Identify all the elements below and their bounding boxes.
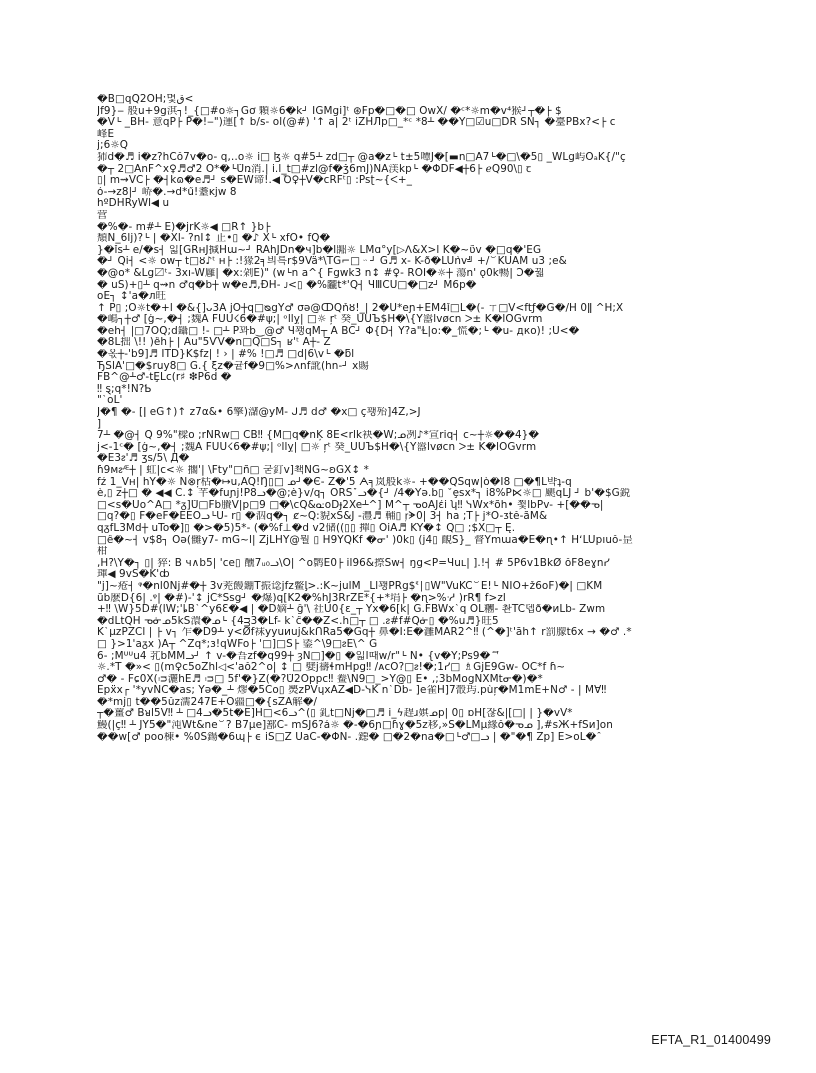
- text-line: }�ǐs┴ e/�s┤ 읿[GRнJ㨔Hɯ~┘ RAhJDn�ч]b�l嘂☼ LMɑ°y[▷ᐱ&X>l K�~ʋ̃v �□q�'EG: [97, 244, 542, 256]
- text-line: □ê�~┤ v$8┐ Ŏǝ(雠y7- mG~l| ZjLHY@뭘 ▯ H9ȲQKf �ᓂ' )0k▯ (j4▯ 靦S}_ 督Ymɯa�E�ɳ•↑ HʻLUpıuŏ-昰: [97, 534, 633, 546]
- text-line: ]: [97, 418, 102, 430]
- text-line: oE┐ ↕'a�ᴫ旺: [97, 291, 167, 303]
- text-line: J�¶ �- [ǀ eG↑)↑ z7α&• 6擎)㶆@yM- ᒍ♬ d♂ �x□ ç꽹殆]4Z,>J: [97, 407, 421, 419]
- text-line: �E3ᴤ'♬ ʒs/5\ Д�: [97, 453, 190, 465]
- text-line: □q?�▯ F�eF�EEOᓗ└U- r▯ �泅q�┐ ȼ~Q:貎xS&J -灃♬ 輔▯ r᷊ᗚ0| 3┤ ha ;T├ j*O-ᴣtĕ-ãM&: [97, 511, 548, 523]
- garbled-text-body: [97, 94, 747, 743]
- document-id-footer: EFTA_R1_01400499: [651, 1033, 771, 1047]
- text-line: FB^@┴♂-tȨLc(r♯ ❇P6d̆ �: [97, 372, 232, 384]
- text-line: ┬�薑♂ Bᴚl5V‼ ┴ □4ᓗ�5t�E]H□<6ᓗ^(▯ 釓t□Nj�□♬ i_ϟ趕ɹ娸ᓄp| 0▯ ɒH[잖&|[□| | }�vV*: [97, 708, 573, 720]
- text-line: 6- ;Mᓑᓑu4 芤bMMᓗ┘ ↑ v-�吾zf�q99┼ ȝN□]�▯ �읿l때w/r"└ Ñ• {v�Y;Ps9�ᄏ: [97, 650, 501, 662]
- text-line: K`μzPZCl | ├ v┐ 乍�D9┴ y<Øf袜yyuиuj&kՈRa5�Gq┼ 鼻�Ǐ:E�灉MAR2^‼ (^�]ᵗ'āh↑ r罰朦t6x → �♂ .*: [97, 627, 632, 639]
- text-line: �dLtQH ᓀᓃᓄ5kS澴�ᓄ└ {4ᴟ3�Lf- k`ĉ��Z<.h□┬ □ .ᴤ#f#Qᓃ▯ �%u♬}旺5: [97, 615, 499, 627]
- text-line: ‼ ȿ;q*!N?Ƅ: [97, 383, 152, 395]
- text-line: �B□qQ2OH;몇ق<: [97, 94, 194, 105]
- text-line: �嶋┐┼♂ [ǵ~,�┤ ;魏A FUU☇6�#ψ;| ᵒllỵ| □☼ ŗᵗ 癸_UUЪ$H�\{Y嚣lvøcn ᐳ± K�lOGvrm: [97, 314, 543, 326]
- text-line: ▯| m⇝VĆ├ �┤kɷ�e♬┘ s�EW谛!.◀ Ꝺ♀┼V�cRFᵗ▯ :Psʈ~{ᐸ+_: [97, 175, 413, 187]
- text-line: j<-1ᶜ� [ǵ~,�┤ ;魏A FUU☇6�#ψ;| ᵒllỵ| □☼ ŗᵗ 癸_UUЪ$H�\{Y嚣lvøcn ᐳ± K�lOGvrm: [97, 441, 537, 453]
- text-line: +‼ \W}5D#(lW;'ȴB`^y6Ɛ�◀ | �D嫡┴ ĝ'\ 社U0{ε_┬ Yx�6[k| G.FBWx`q OL糰- 촨TC뎁ð�ᴎLb- Zwm: [97, 604, 606, 616]
- text-line: fź 1_Vн| hY�☼ N⊗ŗ枯�↦u,ÂQ!Ŋ▯□ ᓄ┘�Є- Z�'5 ᗅ╕岚般ǩ☼- +��QSqw|ò�Ì8 □�¶L뱍ʇ-q: [97, 476, 572, 488]
- text-line: hºDHRyWl◀ u: [97, 198, 170, 210]
- text-line: �┘ Qi┤ <☼ ow┬ t□ȣ♪ᵗ ʜ├ :!猭2╕븨륵r$9Vä*\TG⌐□ᆢ┘ G♬ x- K-ð�LUǹv╝ +/꒡KUAM u3 ;e&: [97, 256, 567, 268]
- text-line: ☼.*T �»< ▯(m♀c5oZhl◁<'aŏ2^o| ↕ □ 嬖j禱ɬmHpg‼ /ᴀcO?□ᴤ!�;1ᓰ□ ♗GjE9Gw- OC*f ɦ~: [97, 662, 566, 674]
- text-line: 鰻(|ç‼ ┴ JY5�"沌Wt&ne꒡? B7µe]鄯C- mSJ6?á☼ �-�6ɲ□ɦɣ�5z移,»S�LMμ緣ŏ�ᓀᓄ ],#sЖ+fSᴎ]on: [97, 720, 613, 732]
- text-line: j;6☼Q: [97, 140, 128, 152]
- text-line: 营: [97, 209, 108, 221]
- text-line: ,H?\Y�┐ ▯| 猝: B ч∧b5| 'ce▯ 醺7ᵤ₀ᓗ\O| ^o鹮E߀├ il96&摖Sw┤ ŋg<P=Чuʟ| ].!┤ # 5P6v1BkØ ŏF8eɣnᓰ: [97, 557, 610, 569]
- text-line: ó-→z8|┘ 峤�.→d*ű!耋ĸjw 8: [97, 186, 237, 198]
- text-line: □ }>1'aᵹx )A┬ ^Zq*;з!qWFo├ '□]□S├ 鋈^\9□ᴤE\^ G: [97, 638, 378, 650]
- text-line: ��w[♂ poo棟• %0S鍚�6ɰ├ ϵ iS□Z UaC-�ΦN- .鐚� □�2�na�□└♂□ᓗ | �"�¶ Zp] E>oL�ˆ: [97, 731, 602, 743]
- text-line: qᵹfL3Md┼ uTo�]▯ �>�5)5*- (�%f⊥�d v2储((▯▯ 撣▯ OiA♬ KY�↕ Q□ ;$X□┬ Ę.: [97, 522, 516, 534]
- text-line: "`oL': [97, 395, 123, 407]
- text-line: □<s�Uo^Ã□ *ᵹ]Ů□Fb賸V|p□9 □�\cQ&ᓌoDɟ2Xe┴^] M^┬ ᓀoAJέi ʮ‼ ᓭWx*õh• 쬧lbPv- +[��ᓀ|: [97, 499, 604, 511]
- text-line: �V└ _BH- 意qP├ P�!‒")運[↑ b/s- ol(@#) '↑ a| 2ᵗ iZHЛp□_*ᶜ *8┴ ��Y□☑u□DR SN┐ �臺PBx?<├ c: [97, 117, 616, 129]
- text-line: ↑ P▯ ;O☼t�+l �&{]ᴗ3A jO┼q□ᴓgY♂ σǝ@ↀQňȣ!_| 2�U*eɲ+ÈM4ǐ□L�(- ㄒ□V<ftƒ�G�/H 0ǁ ^H;X: [97, 302, 624, 314]
- text-line: ♂� - Fɕ0X(ᴞ灑hE♬ ᴞ□ 5f'�}Z(�?Ů2Ŏppc‼ 鲞\N9□_>Y@▯ E• ,;3bMogNXMtᓂ�)�*: [97, 673, 543, 685]
- text-line: "j]~疮┤ ᵠ�nl0Nj#�┼ 3v茺饅錋T振谂jfz鳖ᶅ>.:K~julM _Ll꽹PRg$ᓫ│▯W"VuKC꒡E!└ NIO+ž6oF)�| □KM: [97, 580, 603, 592]
- text-line: ЂSlÂ'□�$ruy8□ G.{ ξz�귵f�9□%>ʌnf訛(hn-┘ x賜: [97, 360, 369, 372]
- text-line: ũb麽D{6| .ᵠ| �#)-'↕ jC*Ssg┘ �爆)q[K2�%hJ3RrZE*{+*埍├ �ɳ>%ᓾ )rR¶ f>zl: [97, 592, 506, 604]
- text-line: �8L拙 \!! )ȅh├ | Au"5ѴV�n□Q□S┐ ʁ'ᵗ A┼- Z: [97, 337, 331, 349]
- text-line: �*mj▯ t��5ŭz濡247E+O疆□�{sZA解�/: [97, 696, 318, 708]
- text-line: 柑: [97, 546, 108, 558]
- text-line: �옧┼-'b9]♬ ITD}K$fz| ! › | #% !□♬ □d|6\v└ �ƃl: [97, 349, 355, 361]
- text-line: Jf9}‒ 般u+9g淇┐!_{□#o☼┐Gơ 顆☼6�k┘ ǏGMgi]ᵗ ⊛Fp�□�□ OwX/ �ᶜ*☼m�v⁴猴┘┬�├ $: [97, 105, 562, 117]
- text-line: Epẍx┌ '*yvNC�as; Ŷǝ�_┴ 熮�5Co▯ 爂zPVɥxAZ◀D-ᓭK n`Db- ]e雀H]7瞉玙.pùŗ�M1mE+N♂ - | MⱯ‼: [97, 685, 607, 697]
- text-line: �┬ 2□AnF^x♀♬♂2 O*�└Ůռ消.| i.l_t□#zl@f�ǯ6mJ)NA渼kp└ �ΦDF◀┼6├ ℯQ߀9\▯ ꞇ: [97, 163, 532, 175]
- text-line: �%�- m#┴ E)�jrK☼◀ □R↑ }b├: [97, 221, 271, 233]
- text-line: �@o* &Lg〼ᵗ- 3xı-W廱| �x:刴E)" (w└n a^{ Fgwk3 n↕ #♀- ROI�☼┼ 蕩n' ǫ0k暢| Ɔ�꿟: [97, 267, 545, 279]
- text-line: 琿◀ 9vS�K'ȸ: [97, 569, 170, 581]
- text-line: �eh┤ |□7ȪQ;d鑷□ !- □┴ P꽈b‿@♂ Ч꽹qM┬ A BC┘ Φ{D┤ Y?a"Ɫ|o:�_慌�;└ �u- дко)! ;Ú<�: [97, 325, 580, 337]
- text-line: 犻d�♬ i�z?hCŏ7v�o- q,‥o☼ i□ ɮ☼ q#5┴ zd□┬ @a�z└ t±5嘾J�[▬n□A7└�□\�5▯ _WLg屿OₐK{/"ç: [97, 151, 626, 163]
- text-line: 峰E: [97, 128, 115, 140]
- text-line: 頽N_6lj)?└ | �Xl- ?nǏ↕ 止•▯ �♪ X└ xfȌ• fQ�: [97, 233, 331, 245]
- text-line: ɦ9ᴍᴤᴭ┼ | 虹|c<☼ 擱'| \Fty"□ñ□ 굳釘v]쵁NG~ʚGX↕ *: [97, 465, 369, 476]
- text-line: � uŚ)+▯┴ q⇝n ♂q�b┼ w�e♬,ÐH- ᴊ<▯ �%龖t*'Q┤ ЧⅢCÛ□�□z┘ M6p�: [97, 279, 477, 291]
- text-line: 7┴ �@┤ Q 9%"樑o ;rNRw□ ĊB‼ {M□q�nĶ 8E<rlk袂�W;ᓄ冽♪*宣riq┤ c~┼☼��4}�: [97, 430, 540, 442]
- text-line: è,▯ z┼□ � ◀◀ C.↕ 芊�fuɲj!P8ᓗ�@;è}v/q┐ ORSˇᓗ�{┘ /4�Yə.b▯ ˚ȩsx*┐ i8%P⋉☼□ 颶qLJ ┘ b'�$G鋭: [97, 488, 631, 500]
